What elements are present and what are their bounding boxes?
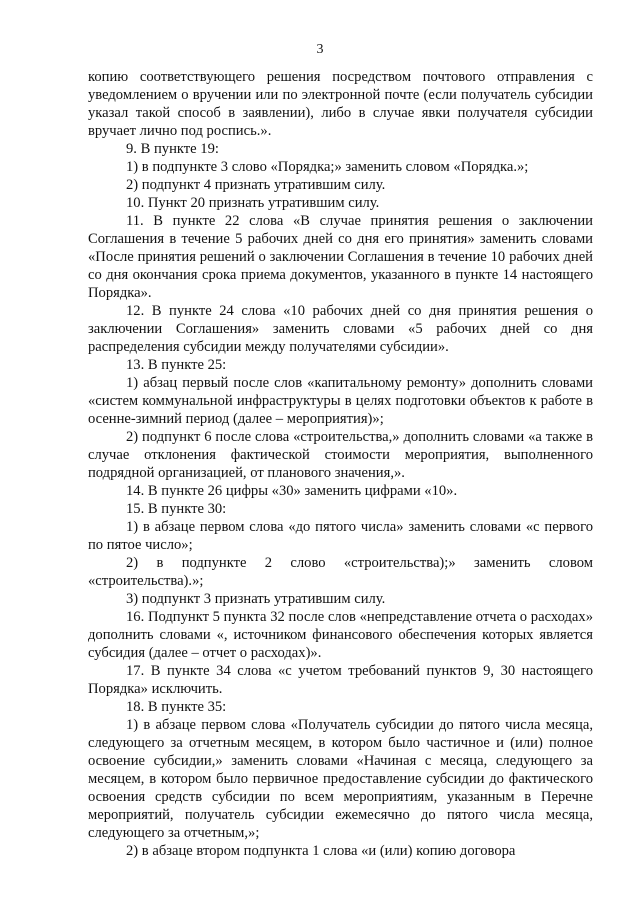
paragraph: 2) в абзаце втором подпункта 1 слова «и (или) копию договора: [126, 843, 516, 859]
paragraph: копию соответствующего решения посредством почтового отправления с уведомлением о вручении или по электронной почте (если получатель субсидии указал такой способ в заявлении), либо в случае явки получателя субсидии вручает лично под роспись.».: [88, 69, 593, 139]
paragraph: 3) подпункт 3 признать утратившим силу.: [126, 591, 386, 607]
paragraph: 1) в абзаце первом слова «до пятого числа» заменить словами «с первого по пятое число»;: [88, 519, 593, 553]
paragraph: 9. В пункте 19:: [126, 141, 219, 157]
page-number: 3: [316, 42, 324, 57]
paragraph: 17. В пункте 34 слова «с учетом требований пунктов 9, 30 настоящего Порядка» исключить.: [88, 663, 593, 697]
paragraph: 13. В пункте 25:: [126, 357, 227, 373]
paragraph: 12. В пункте 24 слова «10 рабочих дней со дня принятия решения о заключении Соглашения» заменить словами «5 рабочих дней со дня распределения субсидии между получателями субсидии».: [88, 303, 593, 355]
paragraph: 15. В пункте 30:: [126, 501, 227, 517]
paragraph: 14. В пункте 26 цифры «30» заменить цифрами «10».: [126, 483, 458, 499]
paragraph: 1) в абзаце первом слова «Получатель субсидии до пятого числа месяца, следующего за отчетным месяцем, в котором было частичное и (или) полное освоение субсидии,» заменить словами «Начиная с месяца, следующего за месяцем, в котором было первичное предоставление субсидии до фактического освоения средств субсидии по всем мероприятиям, указанным в Перечне мероприятий, получатель субсидии ежемесячно до пятого числа месяца, следующего за отчетным,»;: [88, 717, 593, 841]
paragraph: 2) в подпункте 2 слово «строительства);» заменить словом «строительства).»;: [88, 555, 593, 589]
paragraph: 18. В пункте 35:: [126, 699, 227, 715]
paragraph: 2) подпункт 4 признать утратившим силу.: [126, 177, 386, 193]
paragraph: 1) абзац первый после слов «капитальному ремонту» дополнить словами «систем коммунальной инфраструктуры в целях подготовки объектов к работе в осенне-зимний период (далее – мероприятия)»;: [88, 375, 593, 427]
paragraph: 1) в подпункте 3 слово «Порядка;» заменить словом «Порядка.»;: [126, 159, 529, 175]
document-body: [88, 68, 593, 860]
paragraph: 16. Подпункт 5 пункта 32 после слов «непредставление отчета о расходах» дополнить словами «, источником финансового обеспечения которых является субсидия (далее – отчет о расходах)».: [88, 609, 593, 661]
paragraph: 10. Пункт 20 признать утратившим силу.: [126, 195, 380, 211]
paragraph: 11. В пункте 22 слова «В случае принятия решения о заключении Соглашения в течение 5 рабочих дней со дня его принятия» заменить словами «После принятия решений о заключении Соглашения в течение 10 рабочих дней со дня окончания срока приема документов, указанного в пункте 14 настоящего Порядка».: [88, 213, 593, 301]
paragraph: 2) подпункт 6 после слова «строительства,» дополнить словами «а также в случае отклонения фактической стоимости мероприятия, выполненного подрядной организацией, от планового значения,».: [88, 429, 593, 481]
